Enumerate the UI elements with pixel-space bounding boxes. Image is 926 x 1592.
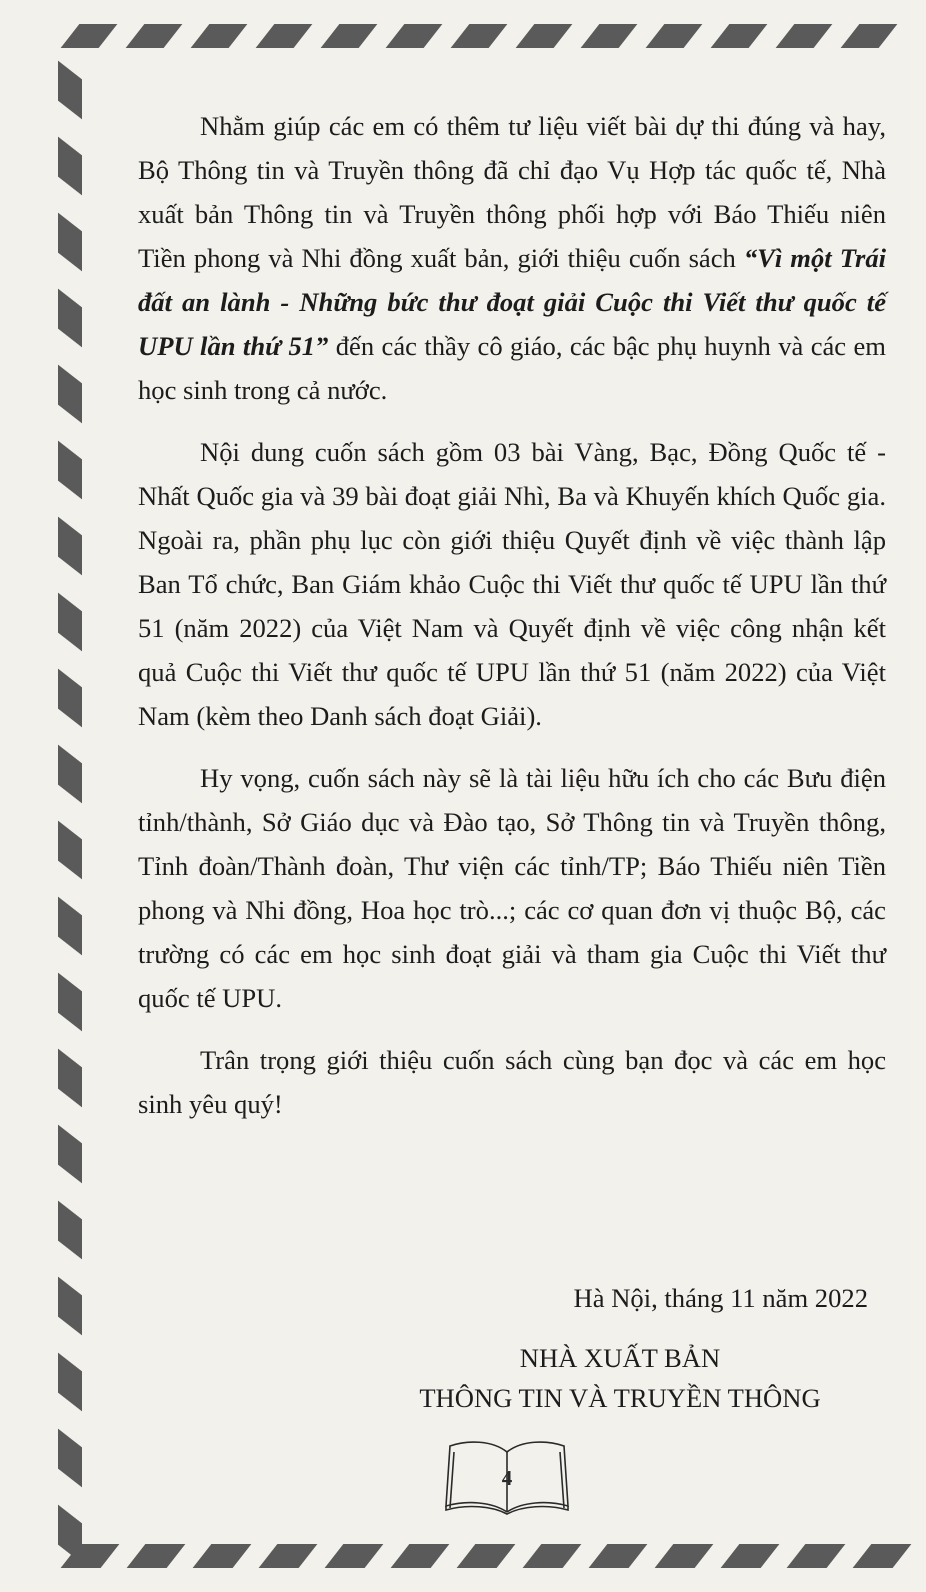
- paragraph-intro-text: Nhằm giúp các em có thêm tư liệu viết bài dự thi đúng và hay, Bộ Thông tin và Truyền thông đã chỉ đạo Vụ Hợp tác quốc tế, Nhà xuất bản Thông tin và Truyền thông phối hợp với Báo Thiếu niên Tiền phong và Nhi đồng xuất bản, giới thiệu cuốn sách: [138, 111, 886, 273]
- publisher-line-2: THÔNG TIN VÀ TRUYỀN THÔNG: [419, 1383, 821, 1413]
- left-border-stripes: [0, 60, 90, 1540]
- page-number: 4: [501, 1466, 513, 1490]
- border-stripe: [386, 24, 443, 48]
- page-footer: [442, 1432, 572, 1516]
- border-stripe: [58, 517, 82, 576]
- top-border-stripes: [0, 0, 926, 52]
- border-stripe: [58, 137, 82, 196]
- border-stripe: [321, 24, 378, 48]
- border-stripe: [126, 24, 183, 48]
- border-stripe: [58, 289, 82, 348]
- border-stripe: [127, 1544, 186, 1568]
- border-stripe: [58, 1049, 82, 1108]
- border-stripe: [711, 24, 768, 48]
- book-title: “Vì một Trái đất an lành - Những bức thư đoạt giải Cuộc thi Viết thư quốc tế UPU lần thứ 51”: [138, 243, 886, 361]
- border-stripe: [523, 1544, 582, 1568]
- border-stripe: [58, 1277, 82, 1336]
- border-stripe: [721, 1544, 780, 1568]
- paragraph-hope: Hy vọng, cuốn sách này sẽ là tài liệu hữu ích cho các Bưu điện tỉnh/thành, Sở Giáo dục và Đào tạo, Sở Thông tin và Truyền thông, Tỉnh đoàn/Thành đoàn, Thư viện các tỉnh/TP; Báo Thiếu niên Tiền phong và Nhi đồng, Hoa học trò...; các cơ quan đơn vị thuộc Bộ, các trường có các em học sinh đoạt giải và tham gia Cuộc thi Viết thư quốc tế UPU.: [138, 763, 886, 1013]
- publisher-line-1: NHÀ XUẤT BẢN: [519, 1343, 721, 1373]
- border-stripe: [58, 441, 82, 500]
- paragraph-intro-text-end: đến các thầy cô giáo, các bậc phụ huynh và các em học sinh trong cả nước.: [138, 331, 886, 405]
- border-stripe: [191, 24, 248, 48]
- date-line: Hà Nội, tháng 11 năm 2022: [573, 1283, 868, 1313]
- border-stripe: [451, 24, 508, 48]
- border-stripe: [516, 24, 573, 48]
- border-stripe: [58, 973, 82, 1032]
- paragraph-closing: Trân trọng giới thiệu cuốn sách cùng bạn đọc và các em học sinh yêu quý!: [138, 1045, 886, 1119]
- page-body: [138, 104, 886, 1144]
- bottom-border-stripes: [0, 1538, 926, 1578]
- border-stripe: [655, 1544, 714, 1568]
- border-stripe: [58, 365, 82, 424]
- border-stripe: [58, 897, 82, 956]
- border-stripe: [58, 1353, 82, 1412]
- border-stripe: [457, 1544, 516, 1568]
- border-stripe: [61, 1544, 120, 1568]
- border-stripe: [58, 1201, 82, 1260]
- border-stripe: [646, 24, 703, 48]
- border-stripe: [61, 24, 118, 48]
- border-stripe: [589, 1544, 648, 1568]
- border-stripe: [58, 745, 82, 804]
- border-stripe: [256, 24, 313, 48]
- border-stripe: [58, 593, 82, 652]
- border-stripe: [193, 1544, 252, 1568]
- border-stripe: [58, 821, 82, 880]
- border-stripe: [581, 24, 638, 48]
- border-stripe: [58, 1125, 82, 1184]
- border-stripe: [841, 24, 898, 48]
- border-stripe: [58, 1429, 82, 1488]
- border-stripe: [325, 1544, 384, 1568]
- border-stripe: [259, 1544, 318, 1568]
- border-stripe: [776, 24, 833, 48]
- border-stripe: [58, 61, 82, 120]
- border-stripe: [853, 1544, 912, 1568]
- border-stripe: [58, 213, 82, 272]
- paragraph-intro: [138, 104, 886, 412]
- border-stripe: [58, 669, 82, 728]
- border-stripe: [391, 1544, 450, 1568]
- border-stripe: [787, 1544, 846, 1568]
- paragraph-contents: Nội dung cuốn sách gồm 03 bài Vàng, Bạc, Đồng Quốc tế - Nhất Quốc gia và 39 bài đoạt giải Nhì, Ba và Khuyến khích Quốc gia. Ngoài ra, phần phụ lục còn giới thiệu Quyết định về việc thành lập Ban Tổ chức, Ban Giám khảo Cuộc thi Viết thư quốc tế UPU lần thứ 51 (năm 2022) của Việt Nam và Quyết định về việc công nhận kết quả Cuộc thi Viết thư quốc tế UPU lần thứ 51 (năm 2022) của Việt Nam (kèm theo Danh sách đoạt Giải).: [138, 437, 886, 731]
